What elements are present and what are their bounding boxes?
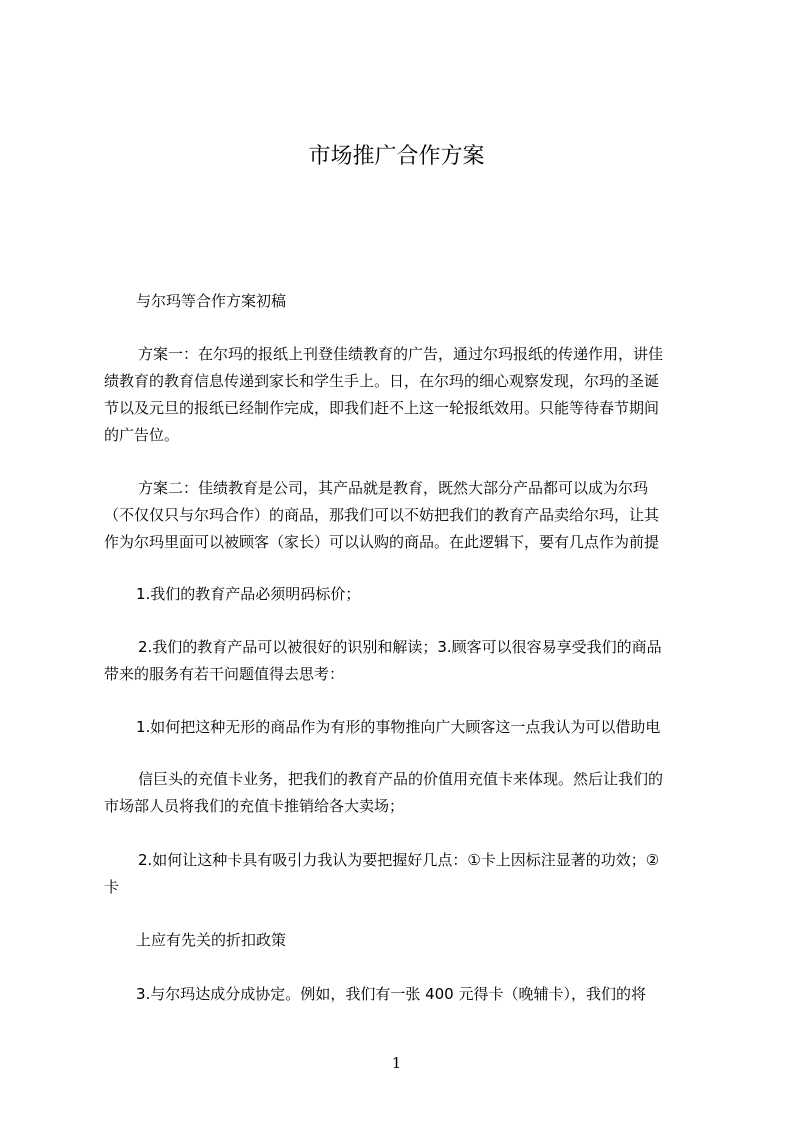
paragraph-line: （不仅仅只与尔玛合作）的商品，那我们可以不妨把我们的教育产品卖给尔玛，让其 (104, 506, 660, 524)
paragraph-line: 与尔玛等合作方案初稿 (136, 292, 287, 310)
paragraph-heading (104, 288, 702, 315)
paragraph-line: 2.我们的教育产品可以被很好的识别和解读；3.顾客可以很容易享受我们的商品 (138, 638, 662, 656)
paragraph-line: 方案二：佳绩教育是公司，其产品就是教育，既然大部分产品都可以成为尔玛 (138, 479, 649, 497)
paragraph-line: 节以及元旦的报纸已经制作完成，即我们赶不上这一轮报纸效用。只能等待春节期间 (104, 399, 660, 417)
paragraph-line: 市场部人员将我们的充值卡推销给各大卖场； (104, 797, 405, 815)
page-number: 1 (391, 1054, 402, 1072)
paragraph-line: 的广告位。 (104, 426, 180, 444)
paragraph-plan-two (104, 475, 702, 556)
paragraph-question-2 (104, 847, 702, 901)
paragraph-line: 1.如何把这种无形的商品作为有形的事物推向广大顾客这一点我认为可以借助电 (136, 718, 661, 736)
paragraph-line: 带来的服务有若干问题值得去思考： (104, 665, 345, 683)
paragraph-line: 3.与尔玛达成分成协定。例如，我们有一张 400 元得卡（晚辅卡），我们的将 (136, 985, 646, 1003)
paragraph-line: 卡 (104, 878, 120, 896)
paragraph-line: 1.我们的教育产品必须明码标价； (136, 585, 361, 603)
paragraph-question-1 (104, 714, 702, 741)
paragraph-point-2 (104, 634, 702, 688)
paragraph-question-1-continued (104, 766, 702, 820)
paragraph-discount-policy (104, 927, 702, 954)
paragraph-line: 信巨头的充值卡业务，把我们的教育产品的价值用充值卡来体现。然后让我们的 (138, 770, 664, 788)
paragraph-line: 绩教育的教育信息传递到家长和学生手上。日，在尔玛的细心观察发现，尔玛的圣诞 (104, 372, 660, 390)
paragraph-line: 方案一：在尔玛的报纸上刊登佳绩教育的广告，通过尔玛报纸的传递作用，讲佳 (138, 345, 664, 363)
paragraph-line: 作为尔玛里面可以被顾客（家长）可以认购的商品。在此逻辑下，要有几点作为前提 (104, 533, 660, 551)
paragraph-line: 2.如何让这种卡具有吸引力我认为要把握好几点：①卡上因标注显著的功效；② (138, 851, 660, 869)
paragraph-point-3 (104, 981, 702, 1008)
paragraph-line: 上应有先关的折扣政策 (136, 931, 287, 949)
document-title: 市场推广合作方案 (308, 144, 485, 169)
paragraph-plan-one (104, 341, 702, 449)
paragraph-point-1 (104, 581, 702, 608)
